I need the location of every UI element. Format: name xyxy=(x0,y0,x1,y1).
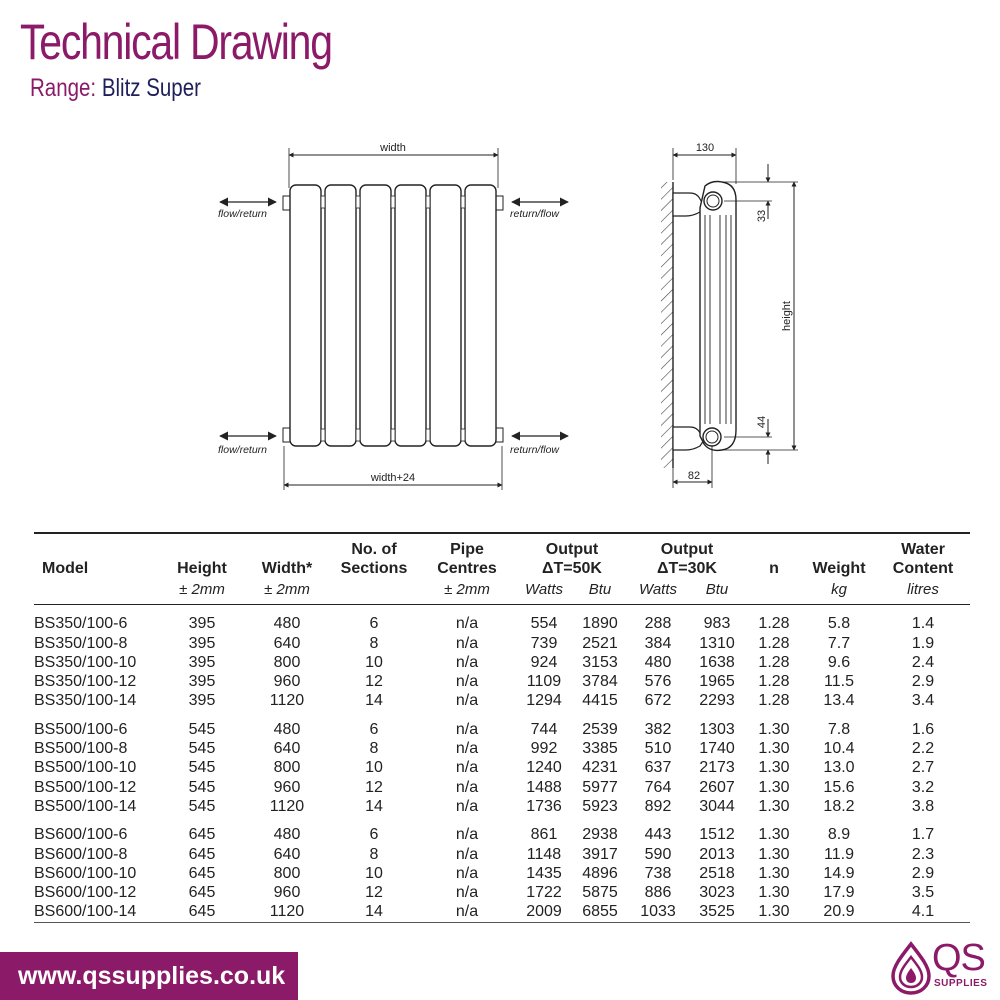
cell-model: BS350/100-10 xyxy=(34,653,137,671)
cell-sections: 10 xyxy=(365,759,383,777)
connector-top-2 xyxy=(356,196,360,208)
cell-watts30: 672 xyxy=(644,692,672,710)
cell-weight: 20.9 xyxy=(802,902,876,922)
cell-btu50: 3385 xyxy=(582,740,618,758)
cell-btu50: 6855 xyxy=(572,902,628,922)
section-6 xyxy=(465,185,496,446)
footer-url-link[interactable]: www.qssupplies.co.uk xyxy=(18,962,286,990)
header-pipe-line1: Pipe xyxy=(450,541,484,558)
cell-sections: 14 xyxy=(365,692,383,710)
cell-water: 2.9 xyxy=(911,864,935,882)
cell-pipe: n/a xyxy=(455,615,479,633)
cell-watts50: 1722 xyxy=(526,884,562,902)
cell-weight: 17.9 xyxy=(823,884,855,902)
table-group-bs350 xyxy=(34,605,970,711)
cell-n: 1.30 xyxy=(758,845,790,863)
cell-height: 645 xyxy=(160,902,244,922)
subheader-watts-50: Watts xyxy=(516,578,572,605)
return-flow-label-top: return/flow xyxy=(510,208,560,220)
width24-label: width+24 xyxy=(370,472,416,484)
cell-n: 1.30 xyxy=(758,826,790,844)
table-subheader-row xyxy=(34,578,970,605)
cell-watts30: 764 xyxy=(644,778,672,796)
cell-n: 1.28 xyxy=(758,673,790,691)
subheader-height: ± 2mm xyxy=(160,578,244,605)
cell-width: 960 xyxy=(273,884,301,902)
cell-watts50: 739 xyxy=(530,634,558,652)
cell-model: BS500/100-10 xyxy=(34,759,137,777)
pipe-circle-top-inner xyxy=(707,195,719,207)
cell-weight: 13.0 xyxy=(823,759,855,777)
header-model: Model xyxy=(34,533,160,578)
cell-btu30: 983 xyxy=(703,615,731,633)
cell-btu30: 1303 xyxy=(699,720,735,738)
subheader-watts-30: Watts xyxy=(628,578,688,605)
cell-btu30: 1965 xyxy=(699,673,735,691)
cell-sections: 8 xyxy=(369,845,379,863)
cell-n: 1.28 xyxy=(758,634,790,652)
cell-weight: 5.8 xyxy=(827,615,851,633)
cell-watts30: 384 xyxy=(644,634,672,652)
cell-btu30: 2607 xyxy=(699,778,735,796)
depth-label: 130 xyxy=(695,142,715,154)
table-row xyxy=(34,711,970,739)
cell-model: BS600/100-12 xyxy=(34,884,137,902)
subheader-weight: kg xyxy=(802,578,876,605)
cell-watts30: 288 xyxy=(644,615,672,633)
table-row xyxy=(34,797,970,816)
table-header-row xyxy=(34,533,970,578)
header-out30-line2: ΔT=30K xyxy=(657,560,717,577)
connector-top-5 xyxy=(461,196,465,208)
logo-letters: QS xyxy=(932,937,985,979)
cell-pipe: n/a xyxy=(455,653,479,671)
cell-n: 1.30 xyxy=(746,902,802,922)
table-row xyxy=(34,883,970,902)
cell-btu30: 2518 xyxy=(699,864,735,882)
cell-height: 545 xyxy=(188,740,216,758)
cell-btu30: 2173 xyxy=(699,759,735,777)
cell-n: 1.28 xyxy=(758,692,790,710)
table-row xyxy=(34,739,970,758)
cell-height: 395 xyxy=(188,692,216,710)
cell-btu50: 4896 xyxy=(582,864,618,882)
subheader-width: ± 2mm xyxy=(244,578,330,605)
subheader-btu-50: Btu xyxy=(572,578,628,605)
header-water-line2: Content xyxy=(892,560,954,577)
cell-height: 645 xyxy=(188,826,216,844)
qs-logo xyxy=(888,937,994,996)
table-row xyxy=(34,634,970,653)
cell-water: 1.4 xyxy=(911,615,935,633)
table-group-bs600 xyxy=(34,816,970,922)
cell-n: 1.30 xyxy=(758,797,790,815)
cell-n: 1.28 xyxy=(758,653,790,671)
bracket-label: 82 xyxy=(687,470,701,482)
cell-height: 395 xyxy=(188,653,216,671)
cell-btu30: 2013 xyxy=(699,845,735,863)
header-width: Width* xyxy=(244,533,330,578)
cell-water: 2.7 xyxy=(911,759,935,777)
cell-height: 645 xyxy=(188,864,216,882)
cell-model: BS500/100-12 xyxy=(34,778,137,796)
cell-btu30: 1512 xyxy=(699,826,735,844)
cell-sections: 6 xyxy=(369,720,379,738)
cell-watts50: 554 xyxy=(530,615,558,633)
table-row xyxy=(34,778,970,797)
cell-sections: 10 xyxy=(365,653,383,671)
connector-bottom-5 xyxy=(461,429,465,441)
cell-n: 1.30 xyxy=(758,759,790,777)
cell-model: BS350/100-8 xyxy=(34,634,128,652)
cell-model: BS350/100-12 xyxy=(34,673,137,691)
cell-width: 960 xyxy=(273,673,301,691)
cell-sections: 8 xyxy=(369,740,379,758)
cell-pipe: n/a xyxy=(455,864,479,882)
cell-watts30: 892 xyxy=(644,797,672,815)
cell-water: 3.8 xyxy=(911,797,935,815)
cell-pipe: n/a xyxy=(455,634,479,652)
specs-table xyxy=(34,532,970,923)
header-pipe-line2: Centres xyxy=(437,560,497,577)
table-row xyxy=(34,605,970,634)
cell-height: 395 xyxy=(188,673,216,691)
cell-pipe: n/a xyxy=(418,902,516,922)
header-output-50 xyxy=(516,533,628,578)
cell-width: 640 xyxy=(273,740,301,758)
cell-btu50: 3784 xyxy=(582,673,618,691)
cell-btu30: 2293 xyxy=(699,692,735,710)
cell-height: 545 xyxy=(188,797,216,815)
return-flow-label-bottom: return/flow xyxy=(510,444,560,456)
cell-height: 545 xyxy=(188,720,216,738)
cell-n: 1.30 xyxy=(758,720,790,738)
connector-top-1 xyxy=(321,196,325,208)
cell-weight: 7.7 xyxy=(827,634,851,652)
cell-model: BS600/100-8 xyxy=(34,845,128,863)
table-group-bs500 xyxy=(34,711,970,816)
pipe-stub-top-left xyxy=(283,196,290,210)
cell-watts50: 1736 xyxy=(526,797,562,815)
cell-height: 395 xyxy=(188,634,216,652)
cell-watts30: 510 xyxy=(644,740,672,758)
cell-weight: 7.8 xyxy=(827,720,851,738)
cell-watts50: 861 xyxy=(530,826,558,844)
cell-watts50: 1109 xyxy=(526,673,562,691)
pipe-stub-bottom-right xyxy=(496,428,503,442)
cell-weight: 9.6 xyxy=(827,653,851,671)
logo-subtext: SUPPLIES xyxy=(934,978,988,989)
cell-model: BS500/100-6 xyxy=(34,720,128,738)
cell-water: 3.4 xyxy=(911,692,935,710)
cell-width: 960 xyxy=(273,778,301,796)
cell-weight: 8.9 xyxy=(827,826,851,844)
connector-bottom-3 xyxy=(391,429,395,441)
subheader-pipe: ± 2mm xyxy=(418,578,516,605)
cell-width: 640 xyxy=(273,634,301,652)
connector-bottom-1 xyxy=(321,429,325,441)
section-4 xyxy=(395,185,426,446)
cell-water: 4.1 xyxy=(876,902,970,922)
cell-width: 1120 xyxy=(269,692,305,710)
cell-btu50: 1890 xyxy=(582,615,618,633)
cell-sections: 8 xyxy=(369,634,379,652)
cell-watts30: 738 xyxy=(644,864,672,882)
cell-water: 2.3 xyxy=(911,845,935,863)
cell-btu30: 3525 xyxy=(688,902,746,922)
cell-watts30: 590 xyxy=(644,845,672,863)
range-label: Range: xyxy=(30,74,97,102)
bottom-offset-label: 44 xyxy=(756,415,768,429)
footer-bar xyxy=(0,952,298,1000)
header-out50-line1: Output xyxy=(545,541,599,558)
cell-model: BS350/100-14 xyxy=(34,692,137,710)
cell-model: BS500/100-8 xyxy=(34,740,128,758)
cell-pipe: n/a xyxy=(455,826,479,844)
cell-watts50: 1148 xyxy=(526,845,562,863)
subheader-model xyxy=(34,578,160,605)
cell-water: 1.7 xyxy=(911,826,935,844)
pipe-stub-bottom-left xyxy=(283,428,290,442)
droplet-logo-icon xyxy=(888,940,934,996)
header-weight: Weight xyxy=(802,533,876,578)
cell-pipe: n/a xyxy=(455,720,479,738)
cell-btu50: 4231 xyxy=(582,759,618,777)
cell-weight: 13.4 xyxy=(823,692,855,710)
cell-sections: 6 xyxy=(369,615,379,633)
cell-n: 1.30 xyxy=(758,884,790,902)
cell-sections: 6 xyxy=(369,826,379,844)
header-sections xyxy=(330,533,418,578)
wall-hatch xyxy=(661,182,673,468)
header-water xyxy=(876,533,970,578)
page-title: Technical Drawing xyxy=(20,14,332,70)
section-2 xyxy=(325,185,356,446)
cell-watts50: 2009 xyxy=(516,902,572,922)
connector-top-3 xyxy=(391,196,395,208)
cell-pipe: n/a xyxy=(455,797,479,815)
table-row xyxy=(34,816,970,844)
cell-n: 1.30 xyxy=(758,778,790,796)
cell-model: BS600/100-10 xyxy=(34,864,137,882)
cell-btu50: 5875 xyxy=(582,884,618,902)
subheader-water: litres xyxy=(876,578,970,605)
cell-sections: 12 xyxy=(365,778,383,796)
cell-sections: 10 xyxy=(365,864,383,882)
table-row xyxy=(34,672,970,691)
cell-btu50: 5923 xyxy=(582,797,618,815)
cell-weight: 14.9 xyxy=(823,864,855,882)
cell-width: 480 xyxy=(273,720,301,738)
section-3 xyxy=(360,185,391,446)
cell-model: BS600/100-6 xyxy=(34,826,128,844)
cell-width: 640 xyxy=(273,845,301,863)
header-water-line1: Water xyxy=(901,541,945,558)
table-row xyxy=(34,691,970,710)
cell-btu30: 3023 xyxy=(699,884,735,902)
flow-return-label-bottom: flow/return xyxy=(218,444,268,456)
cell-model: BS600/100-14 xyxy=(34,902,160,922)
cell-watts50: 992 xyxy=(530,740,558,758)
cell-pipe: n/a xyxy=(455,845,479,863)
table-row xyxy=(34,864,970,883)
table-row xyxy=(34,653,970,672)
cell-height: 545 xyxy=(188,778,216,796)
cell-width: 480 xyxy=(273,826,301,844)
cell-watts50: 1488 xyxy=(526,778,562,796)
cell-pipe: n/a xyxy=(455,778,479,796)
cell-btu50: 3153 xyxy=(582,653,618,671)
cell-width: 480 xyxy=(273,615,301,633)
cell-water: 1.6 xyxy=(911,720,935,738)
cell-watts50: 1435 xyxy=(526,864,562,882)
cell-n: 1.30 xyxy=(758,864,790,882)
width-label: width xyxy=(380,142,406,154)
header-sections-line1: No. of xyxy=(351,541,397,558)
connector-top-4 xyxy=(426,196,430,208)
subheader-n xyxy=(746,578,802,605)
subheader-btu-30: Btu xyxy=(688,578,746,605)
connector-bottom-2 xyxy=(356,429,360,441)
cell-water: 3.2 xyxy=(911,778,935,796)
cell-watts50: 1294 xyxy=(526,692,562,710)
cell-pipe: n/a xyxy=(455,673,479,691)
header-sections-line2: Sections xyxy=(340,560,408,577)
range-value: Blitz Super xyxy=(101,74,201,102)
cell-watts30: 576 xyxy=(644,673,672,691)
top-offset-label: 33 xyxy=(756,209,768,223)
cell-height: 395 xyxy=(188,615,216,633)
cell-btu50: 2938 xyxy=(582,826,618,844)
header-out50-line2: ΔT=50K xyxy=(542,560,602,577)
cell-height: 645 xyxy=(188,845,216,863)
cell-sections: 14 xyxy=(365,797,383,815)
cell-n: 1.30 xyxy=(758,740,790,758)
cell-sections: 12 xyxy=(365,884,383,902)
cell-weight: 10.4 xyxy=(823,740,855,758)
cell-width: 800 xyxy=(273,759,301,777)
cell-model: BS500/100-14 xyxy=(34,797,137,815)
header-out30-line1: Output xyxy=(660,541,714,558)
section-5 xyxy=(430,185,461,446)
cell-height: 645 xyxy=(188,884,216,902)
cell-pipe: n/a xyxy=(455,740,479,758)
cell-width: 1120 xyxy=(244,902,330,922)
cell-water: 2.9 xyxy=(911,673,935,691)
cell-btu30: 1638 xyxy=(699,653,735,671)
cell-btu50: 2521 xyxy=(582,634,618,652)
cell-pipe: n/a xyxy=(455,884,479,902)
cell-weight: 11.5 xyxy=(824,673,854,691)
cell-watts30: 382 xyxy=(644,720,672,738)
cell-btu30: 3044 xyxy=(699,797,735,815)
cell-watts30: 1033 xyxy=(628,902,688,922)
table-row xyxy=(34,758,970,777)
header-pipe xyxy=(418,533,516,578)
cell-pipe: n/a xyxy=(455,759,479,777)
cell-water: 2.4 xyxy=(911,653,935,671)
header-n: n xyxy=(746,533,802,578)
header-height: Height xyxy=(160,533,244,578)
cell-width: 1120 xyxy=(269,797,305,815)
cell-watts50: 924 xyxy=(530,653,558,671)
header-output-30 xyxy=(628,533,746,578)
cell-btu50: 5977 xyxy=(582,778,618,796)
radiator-sections xyxy=(290,185,496,446)
cell-watts30: 637 xyxy=(644,759,672,777)
cell-sections: 14 xyxy=(330,902,418,922)
cell-btu50: 2539 xyxy=(582,720,618,738)
table-row xyxy=(34,902,970,922)
cell-model: BS350/100-6 xyxy=(34,615,128,633)
cell-n: 1.28 xyxy=(758,615,790,633)
subheader-sections xyxy=(330,578,418,605)
cell-weight: 11.9 xyxy=(824,845,854,863)
cell-height: 545 xyxy=(188,759,216,777)
cell-btu50: 3917 xyxy=(582,845,618,863)
cell-watts30: 480 xyxy=(644,653,672,671)
cell-weight: 18.2 xyxy=(823,797,855,815)
cell-width: 800 xyxy=(273,864,301,882)
cell-watts50: 744 xyxy=(530,720,558,738)
cell-watts50: 1240 xyxy=(526,759,562,777)
side-view xyxy=(661,142,798,488)
cell-weight: 15.6 xyxy=(823,778,855,796)
section-1 xyxy=(290,185,321,446)
cell-watts30: 443 xyxy=(644,826,672,844)
table-row xyxy=(34,845,970,864)
height-label: height xyxy=(781,301,793,331)
cell-btu50: 4415 xyxy=(582,692,618,710)
cell-water: 2.2 xyxy=(911,740,935,758)
cell-sections: 12 xyxy=(365,673,383,691)
cell-water: 1.9 xyxy=(911,634,935,652)
cell-pipe: n/a xyxy=(455,692,479,710)
cell-watts30: 886 xyxy=(644,884,672,902)
front-view xyxy=(218,142,568,490)
cell-btu30: 1310 xyxy=(699,634,735,652)
flow-return-label-top: flow/return xyxy=(218,208,268,220)
cell-btu30: 1740 xyxy=(699,740,735,758)
connector-bottom-4 xyxy=(426,429,430,441)
pipe-stub-top-right xyxy=(496,196,503,210)
cell-water: 3.5 xyxy=(911,884,935,902)
cell-width: 800 xyxy=(273,653,301,671)
pipe-circle-bottom-inner xyxy=(706,431,718,443)
